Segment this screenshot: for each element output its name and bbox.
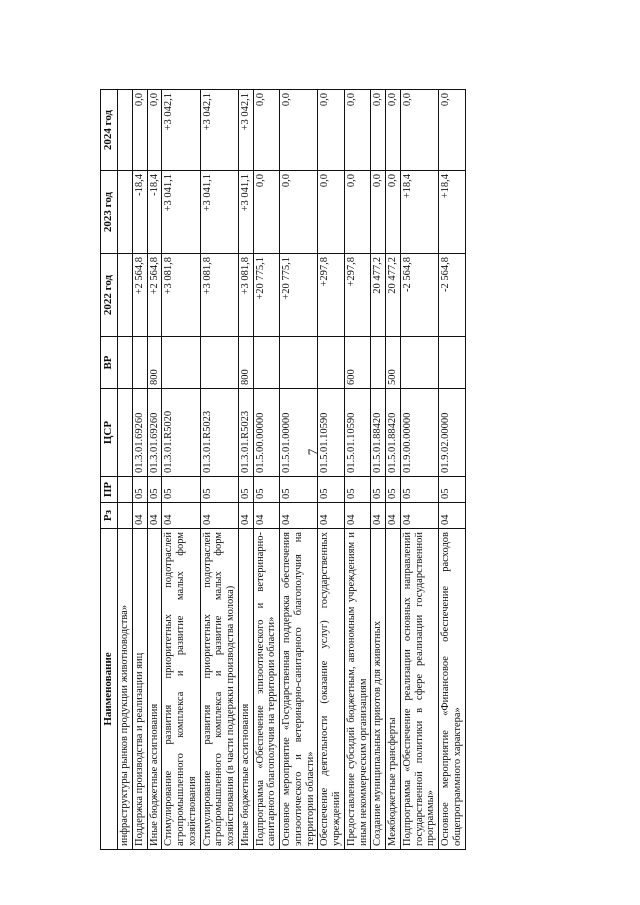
cell-2023: +3 041,1 <box>162 171 200 254</box>
cell-name: инфраструктуры рынков продукции животноводства» <box>118 529 133 850</box>
cell-2024: 0,0 <box>439 90 466 171</box>
cell-pr <box>118 477 133 503</box>
cell-rz: 04 <box>400 503 438 529</box>
cell-name: Предоставление субсидий бюджетным, автономным учреждениям и иным некоммерческим организациям <box>344 529 371 850</box>
cell-vr: 600 <box>344 337 371 389</box>
cell-vr <box>439 337 466 389</box>
cell-pr: 05 <box>344 477 371 503</box>
cell-vr <box>371 337 386 389</box>
header-2023: 2023 год <box>101 171 118 254</box>
cell-pr: 05 <box>386 477 401 503</box>
cell-name: Подпрограмма «Обеспечение реализации основных направлений государственной политики в сфере реализации государственной программы» <box>400 529 438 850</box>
table-body <box>118 90 466 850</box>
cell-vr <box>400 337 438 389</box>
cell-2023: 0,0 <box>253 171 280 254</box>
cell-2024: 0,0 <box>344 90 371 171</box>
cell-rz: 04 <box>132 503 147 529</box>
cell-csr <box>118 389 133 477</box>
table-row <box>200 90 238 850</box>
budget-table <box>100 89 466 850</box>
cell-vr <box>253 337 280 389</box>
table-row <box>371 90 386 850</box>
cell-name: Стимулирование развития приоритетных подотраслей агропромышленного комплекса и развитие малых форм хозяйствования <box>162 529 200 850</box>
cell-rz: 04 <box>318 503 345 529</box>
cell-csr: 01.5.01.88420 <box>386 389 401 477</box>
cell-rz <box>118 503 133 529</box>
table-row <box>238 90 253 850</box>
cell-vr: 800 <box>147 337 162 389</box>
cell-2022: +3 081,8 <box>200 254 238 337</box>
cell-pr: 05 <box>318 477 345 503</box>
cell-csr: 01.5.00.00000 <box>253 389 280 477</box>
cell-csr: 01.3.01.R5023 <box>200 389 238 477</box>
cell-2022: 20 477,2 <box>386 254 401 337</box>
table-row <box>162 90 200 850</box>
cell-name: Иные бюджетные ассигнования <box>147 529 162 850</box>
table-row <box>318 90 345 850</box>
cell-2024: 0,0 <box>253 90 280 171</box>
table-row <box>132 90 147 850</box>
cell-2023 <box>118 171 133 254</box>
cell-2023: 0,0 <box>280 171 318 254</box>
cell-2024: 0,0 <box>386 90 401 171</box>
cell-pr: 05 <box>371 477 386 503</box>
cell-2024: 0,0 <box>400 90 438 171</box>
cell-name: Межбюджетные трансферты <box>386 529 401 850</box>
cell-2022: -2 564,8 <box>439 254 466 337</box>
cell-rz: 04 <box>439 503 466 529</box>
cell-2024: 0,0 <box>132 90 147 171</box>
header-2024: 2024 год <box>101 90 118 171</box>
cell-rz: 04 <box>238 503 253 529</box>
cell-2024: +3 042,1 <box>238 90 253 171</box>
cell-2022: -2 564,8 <box>400 254 438 337</box>
cell-name: Основное мероприятие «Финансовое обеспечение расходов общепрограммного характера» <box>439 529 466 850</box>
cell-2023: 0,0 <box>344 171 371 254</box>
table-row <box>386 90 401 850</box>
cell-vr: 500 <box>386 337 401 389</box>
cell-pr: 05 <box>280 477 318 503</box>
header-name: Наименование <box>101 529 118 850</box>
cell-csr: 01.5.01.10590 <box>318 389 345 477</box>
cell-2024: 0,0 <box>280 90 318 171</box>
cell-2022: 20 477,2 <box>371 254 386 337</box>
table-row <box>400 90 438 850</box>
table-row <box>439 90 466 850</box>
cell-2023: +18,4 <box>439 171 466 254</box>
cell-vr <box>118 337 133 389</box>
cell-2022: +3 081,8 <box>162 254 200 337</box>
cell-pr: 05 <box>238 477 253 503</box>
cell-csr: 01.3.01.R5020 <box>162 389 200 477</box>
cell-csr: 01.9.00.00000 <box>400 389 438 477</box>
cell-2023: 0,0 <box>318 171 345 254</box>
cell-vr <box>318 337 345 389</box>
cell-rz: 04 <box>147 503 162 529</box>
cell-rz: 04 <box>371 503 386 529</box>
cell-pr: 05 <box>200 477 238 503</box>
cell-2022: +297,8 <box>344 254 371 337</box>
cell-2023: 0,0 <box>386 171 401 254</box>
cell-2023: -18,4 <box>147 171 162 254</box>
cell-vr <box>162 337 200 389</box>
table-row <box>344 90 371 850</box>
cell-name: Обеспечение деятельности (оказание услуг) государственных учреждений <box>318 529 345 850</box>
cell-2024: +3 042,1 <box>200 90 238 171</box>
cell-2023: +3 041,1 <box>200 171 238 254</box>
cell-2022: +20 775,1 <box>253 254 280 337</box>
cell-csr: 01.3.01.R5023 <box>238 389 253 477</box>
cell-rz: 04 <box>162 503 200 529</box>
header-pr: ПР <box>101 477 118 503</box>
cell-pr: 05 <box>162 477 200 503</box>
cell-csr: 01.5.01.88420 <box>371 389 386 477</box>
cell-vr: 800 <box>238 337 253 389</box>
cell-2022: +3 081,8 <box>238 254 253 337</box>
cell-csr: 01.5.01.10590 <box>344 389 371 477</box>
cell-2024: +3 042,1 <box>162 90 200 171</box>
cell-rz: 04 <box>280 503 318 529</box>
cell-csr: 01.5.01.00000 <box>280 389 318 477</box>
cell-csr: 01.3.01.69260 <box>147 389 162 477</box>
table-row <box>280 90 318 850</box>
header-csr: ЦСР <box>101 389 118 477</box>
cell-2022 <box>118 254 133 337</box>
cell-2023: -18,4 <box>132 171 147 254</box>
cell-name: Поддержка производства и реализации яиц <box>132 529 147 850</box>
cell-2023: +3 041,1 <box>238 171 253 254</box>
cell-pr: 05 <box>400 477 438 503</box>
cell-csr: 01.9.02.00000 <box>439 389 466 477</box>
cell-2024 <box>118 90 133 171</box>
cell-2024: 0,0 <box>147 90 162 171</box>
cell-2024: 0,0 <box>371 90 386 171</box>
cell-2022: +2 564,8 <box>147 254 162 337</box>
cell-name: Подпрограмма «Обеспечение эпизоотического и ветеринарно-санитарного благополучия на территории области» <box>253 529 280 850</box>
cell-2024: 0,0 <box>318 90 345 171</box>
cell-name: Иные бюджетные ассигнования <box>238 529 253 850</box>
table-row <box>253 90 280 850</box>
cell-vr <box>280 337 318 389</box>
table-row <box>147 90 162 850</box>
cell-2022: +2 564,8 <box>132 254 147 337</box>
cell-vr <box>200 337 238 389</box>
cell-pr: 05 <box>253 477 280 503</box>
cell-rz: 04 <box>200 503 238 529</box>
table-row <box>118 90 133 850</box>
cell-pr: 05 <box>147 477 162 503</box>
header-vr: ВР <box>101 337 118 389</box>
cell-2023: 0,0 <box>371 171 386 254</box>
cell-vr <box>132 337 147 389</box>
cell-pr: 05 <box>439 477 466 503</box>
cell-pr: 05 <box>132 477 147 503</box>
cell-2022: +20 775,1 <box>280 254 318 337</box>
rotated-table-container <box>100 90 640 850</box>
cell-name: Основное мероприятие «Государственная поддержка обеспечения эпизоотического и ветеринарно-санитарного благополучия на территории области» <box>280 529 318 850</box>
header-2022: 2022 год <box>101 254 118 337</box>
header-rz: Рз <box>101 503 118 529</box>
cell-2022: +297,8 <box>318 254 345 337</box>
cell-csr: 01.3.01.69260 <box>132 389 147 477</box>
cell-rz: 04 <box>253 503 280 529</box>
cell-2023: +18,4 <box>400 171 438 254</box>
cell-name: Стимулирование развития приоритетных подотраслей агропромышленного комплекса и развитие малых форм хозяйствования (в части поддержки производства молока) <box>200 529 238 850</box>
table-header-row <box>101 90 118 850</box>
cell-name: Создание муниципальных приютов для животных <box>371 529 386 850</box>
cell-rz: 04 <box>344 503 371 529</box>
cell-rz: 04 <box>386 503 401 529</box>
page-number: 7 <box>305 448 320 456</box>
